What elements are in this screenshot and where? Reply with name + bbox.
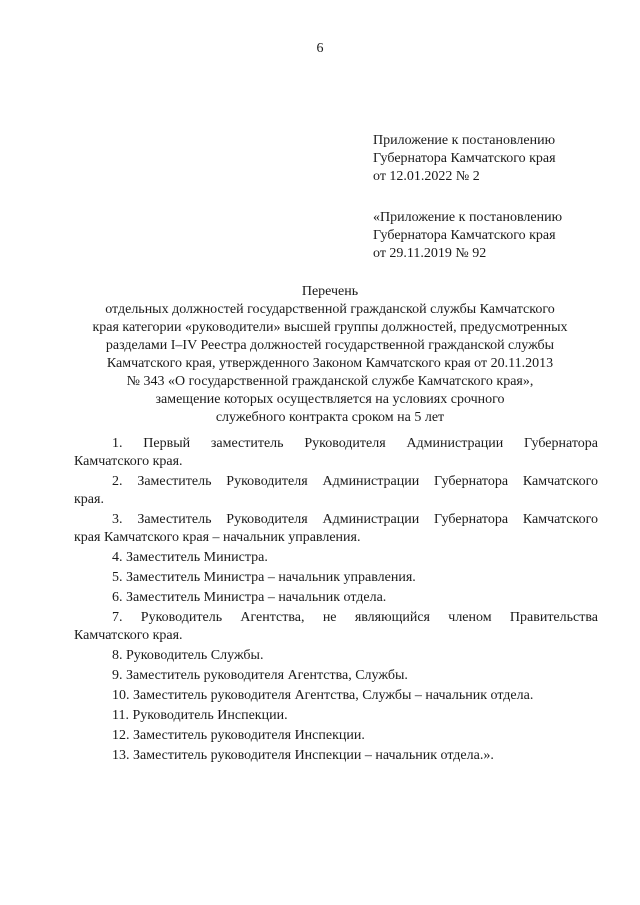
list-item — [74, 747, 598, 765]
list-item-text: 12. Заместитель руководителя Инспекции. — [112, 728, 365, 743]
document-title — [60, 283, 600, 427]
title-line: служебного контракта сроком на 5 лет — [215, 410, 445, 425]
list-item — [74, 687, 598, 705]
appendix-original-line3: от 29.11.2019 № 92 — [373, 246, 487, 261]
list-item-text: 8. Руководитель Службы. — [112, 648, 264, 663]
appendix-current-line3: от 12.01.2022 № 2 — [373, 169, 480, 184]
list-item — [74, 589, 598, 607]
list-item — [74, 609, 598, 645]
title-line: замещение которых осуществляется на условиях срочного — [155, 392, 505, 407]
list-item-text: 3. Заместитель Руководителя Администрации Губернатора Камчатского — [112, 512, 598, 527]
list-item-continuation: края. — [74, 492, 104, 507]
list-item-text: 5. Заместитель Министра – начальник управления. — [112, 570, 416, 585]
list-item-text: 6. Заместитель Министра – начальник отдела. — [112, 590, 387, 605]
title-heading: Перечень — [301, 284, 359, 299]
list-item — [74, 707, 598, 725]
list-item-continuation: Камчатского края. — [74, 454, 183, 469]
list-item-text: 9. Заместитель руководителя Агентства, Службы. — [112, 668, 408, 683]
appendix-current-line2: Губернатора Камчатского края — [373, 151, 556, 166]
title-line: № 343 «О государственной гражданской службе Камчатского края», — [126, 374, 534, 389]
title-line: Камчатского края, утвержденного Законом Камчатского края от 20.11.2013 — [106, 356, 554, 371]
list-item — [74, 667, 598, 685]
list-item — [74, 647, 598, 665]
positions-list — [74, 435, 598, 767]
list-item-text: 4. Заместитель Министра. — [112, 550, 268, 565]
list-item — [74, 549, 598, 567]
list-item-text: 10. Заместитель руководителя Агентства, Службы – начальник отдела. — [112, 688, 534, 703]
list-item-text: 11. Руководитель Инспекции. — [112, 708, 288, 723]
list-item — [74, 435, 598, 471]
list-item — [74, 569, 598, 587]
list-item-text: 2. Заместитель Руководителя Администрации Губернатора Камчатского — [112, 474, 598, 489]
title-line: края категории «руководители» высшей группы должностей, предусмотренных — [92, 320, 568, 335]
list-item — [74, 727, 598, 745]
appendix-original-line1: «Приложение к постановлению — [373, 210, 563, 225]
title-line: разделами I–IV Реестра должностей государственной гражданской службы — [105, 338, 555, 353]
list-item-continuation: Камчатского края. — [74, 628, 183, 643]
list-item-text: 1. Первый заместитель Руководителя Администрации Губернатора — [112, 436, 598, 451]
list-item — [74, 511, 598, 547]
title-line: отдельных должностей государственной гражданской службы Камчатского — [105, 302, 555, 317]
appendix-original-block — [373, 209, 623, 263]
list-item-text: 13. Заместитель руководителя Инспекции – начальник отдела.». — [112, 748, 494, 763]
list-item-continuation: края Камчатского края – начальник управления. — [74, 530, 361, 545]
appendix-current-line1: Приложение к постановлению — [373, 133, 556, 148]
appendix-current-block — [373, 132, 623, 186]
list-item — [74, 473, 598, 509]
list-item-text: 7. Руководитель Агентства, не являющийся членом Правительства — [112, 610, 598, 625]
page-number: 6 — [316, 41, 324, 56]
appendix-original-line2: Губернатора Камчатского края — [373, 228, 556, 243]
